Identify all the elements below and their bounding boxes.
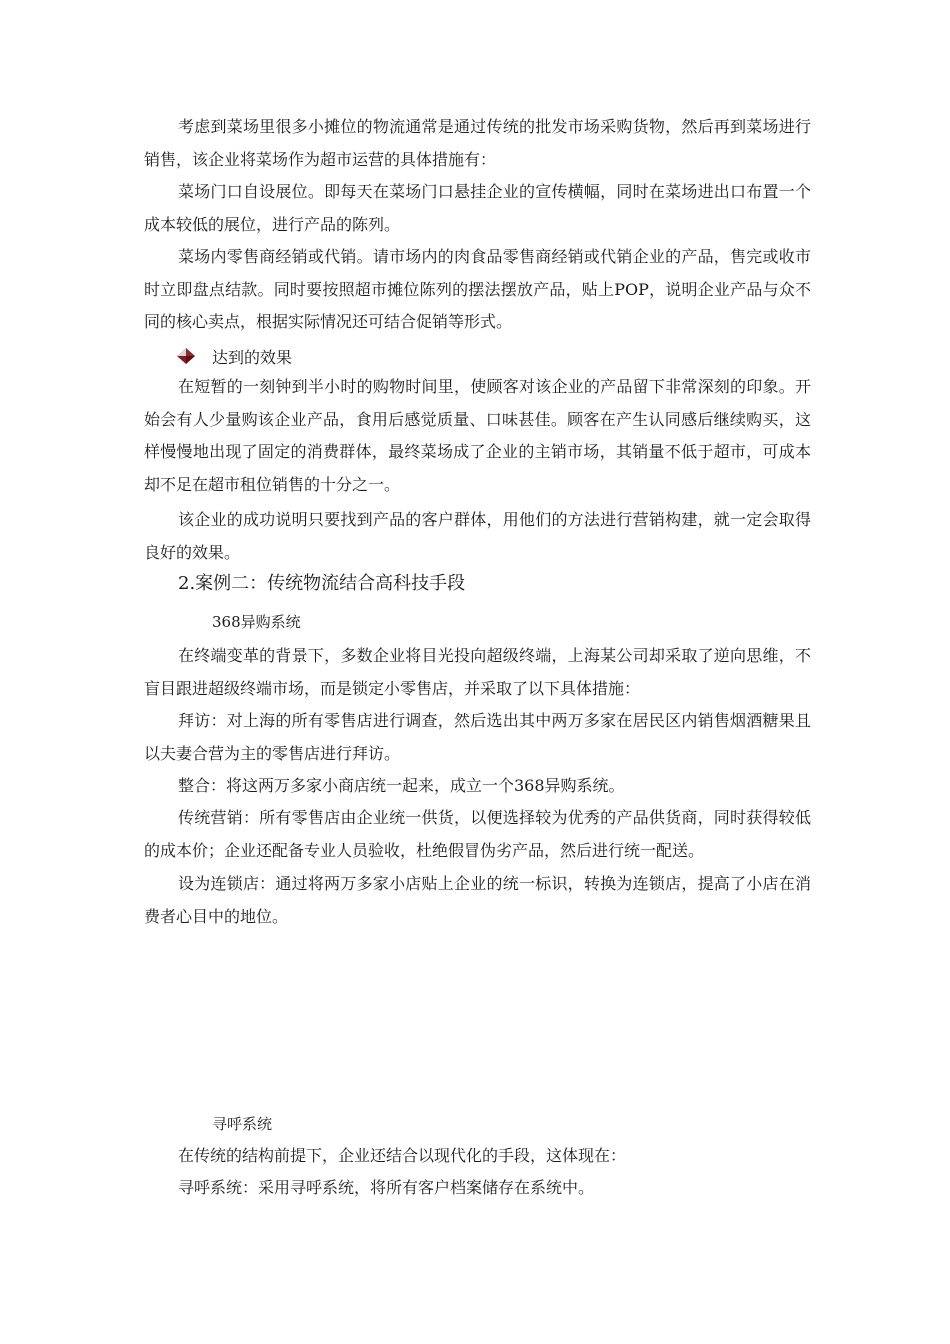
paragraph-11: 在传统的结构前提下，企业还结合以现代化的手段，这体现在： — [178, 1146, 627, 1165]
paragraph-4: 在短暂的一刻钟到半小时的购物时间里，使顾客对该企业的产品留下非常深刻的印象。开始会有人少量购该企业产品，食用后感觉质量、口味甚佳。顾客在产生认同感后继续购买，这样慢慢地出现了固定的消费群体，最终菜场成了企业的主销市场，其销量不低于超市，可成本却不足在超市租位销售的十分之一。 — [144, 377, 811, 494]
subheading-368: 368异购系统 — [212, 613, 301, 631]
paragraph-10: 设为连锁店：通过将两万多家小店贴上企业的统一标识，转换为连锁店，提高了小店在消费者心目中的地位。 — [144, 874, 811, 926]
paragraph-5: 该企业的成功说明只要找到产品的客户群体，用他们的方法进行营销构建，就一定会取得良好的效果。 — [144, 510, 811, 562]
paragraph-2: 菜场门口自设展位。即每天在菜场门口悬挂企业的宣传横幅，同时在菜场进出口布置一个成本较低的展位，进行产品的陈列。 — [144, 182, 811, 234]
paragraph-9: 传统营销：所有零售店由企业统一供货，以便选择较为优秀的产品供货商，同时获得较低的成本价；企业还配备专业人员验收，杜绝假冒伪劣产品，然后进行统一配送。 — [144, 808, 811, 860]
subheading-paging: 寻呼系统 — [212, 1115, 273, 1133]
paragraph-12: 寻呼系统：采用寻呼系统，将所有客户档案储存在系统中。 — [178, 1178, 595, 1197]
bullet-label: 达到的效果 — [212, 347, 293, 367]
paragraph-1: 考虑到菜场里很多小摊位的物流通常是通过传统的批发市场采购货物，然后再到菜场进行销售，该企业将菜场作为超市运营的具体措施有： — [144, 117, 811, 169]
paragraph-6: 在终端变革的背景下，多数企业将目光投向超级终端，上海某公司却采取了逆向思维，不盲目跟进超级终端市场，而是锁定小零售店，并采取了以下具体措施： — [144, 646, 811, 698]
paragraph-8: 整合：将这两万多家小商店统一起来，成立一个368异购系统。 — [178, 776, 625, 795]
paragraph-3: 菜场内零售商经销或代销。请市场内的肉食品零售商经销或代销企业的产品，售完或收市时立即盘点结款。同时要按照超市摊位陈列的摆法摆放产品，贴上POP，说明企业产品与众不同的核心卖点，根据实际情况还可结合促销等形式。 — [144, 247, 811, 331]
diamond-bullet-icon — [176, 347, 196, 365]
paragraph-7: 拜访：对上海的所有零售店进行调查，然后选出其中两万多家在居民区内销售烟酒糖果且以夫妻合营为主的零售店进行拜访。 — [144, 711, 811, 763]
section-heading: 2.案例二：传统物流结合高科技手段 — [178, 573, 466, 594]
bullet-item — [176, 343, 292, 369]
